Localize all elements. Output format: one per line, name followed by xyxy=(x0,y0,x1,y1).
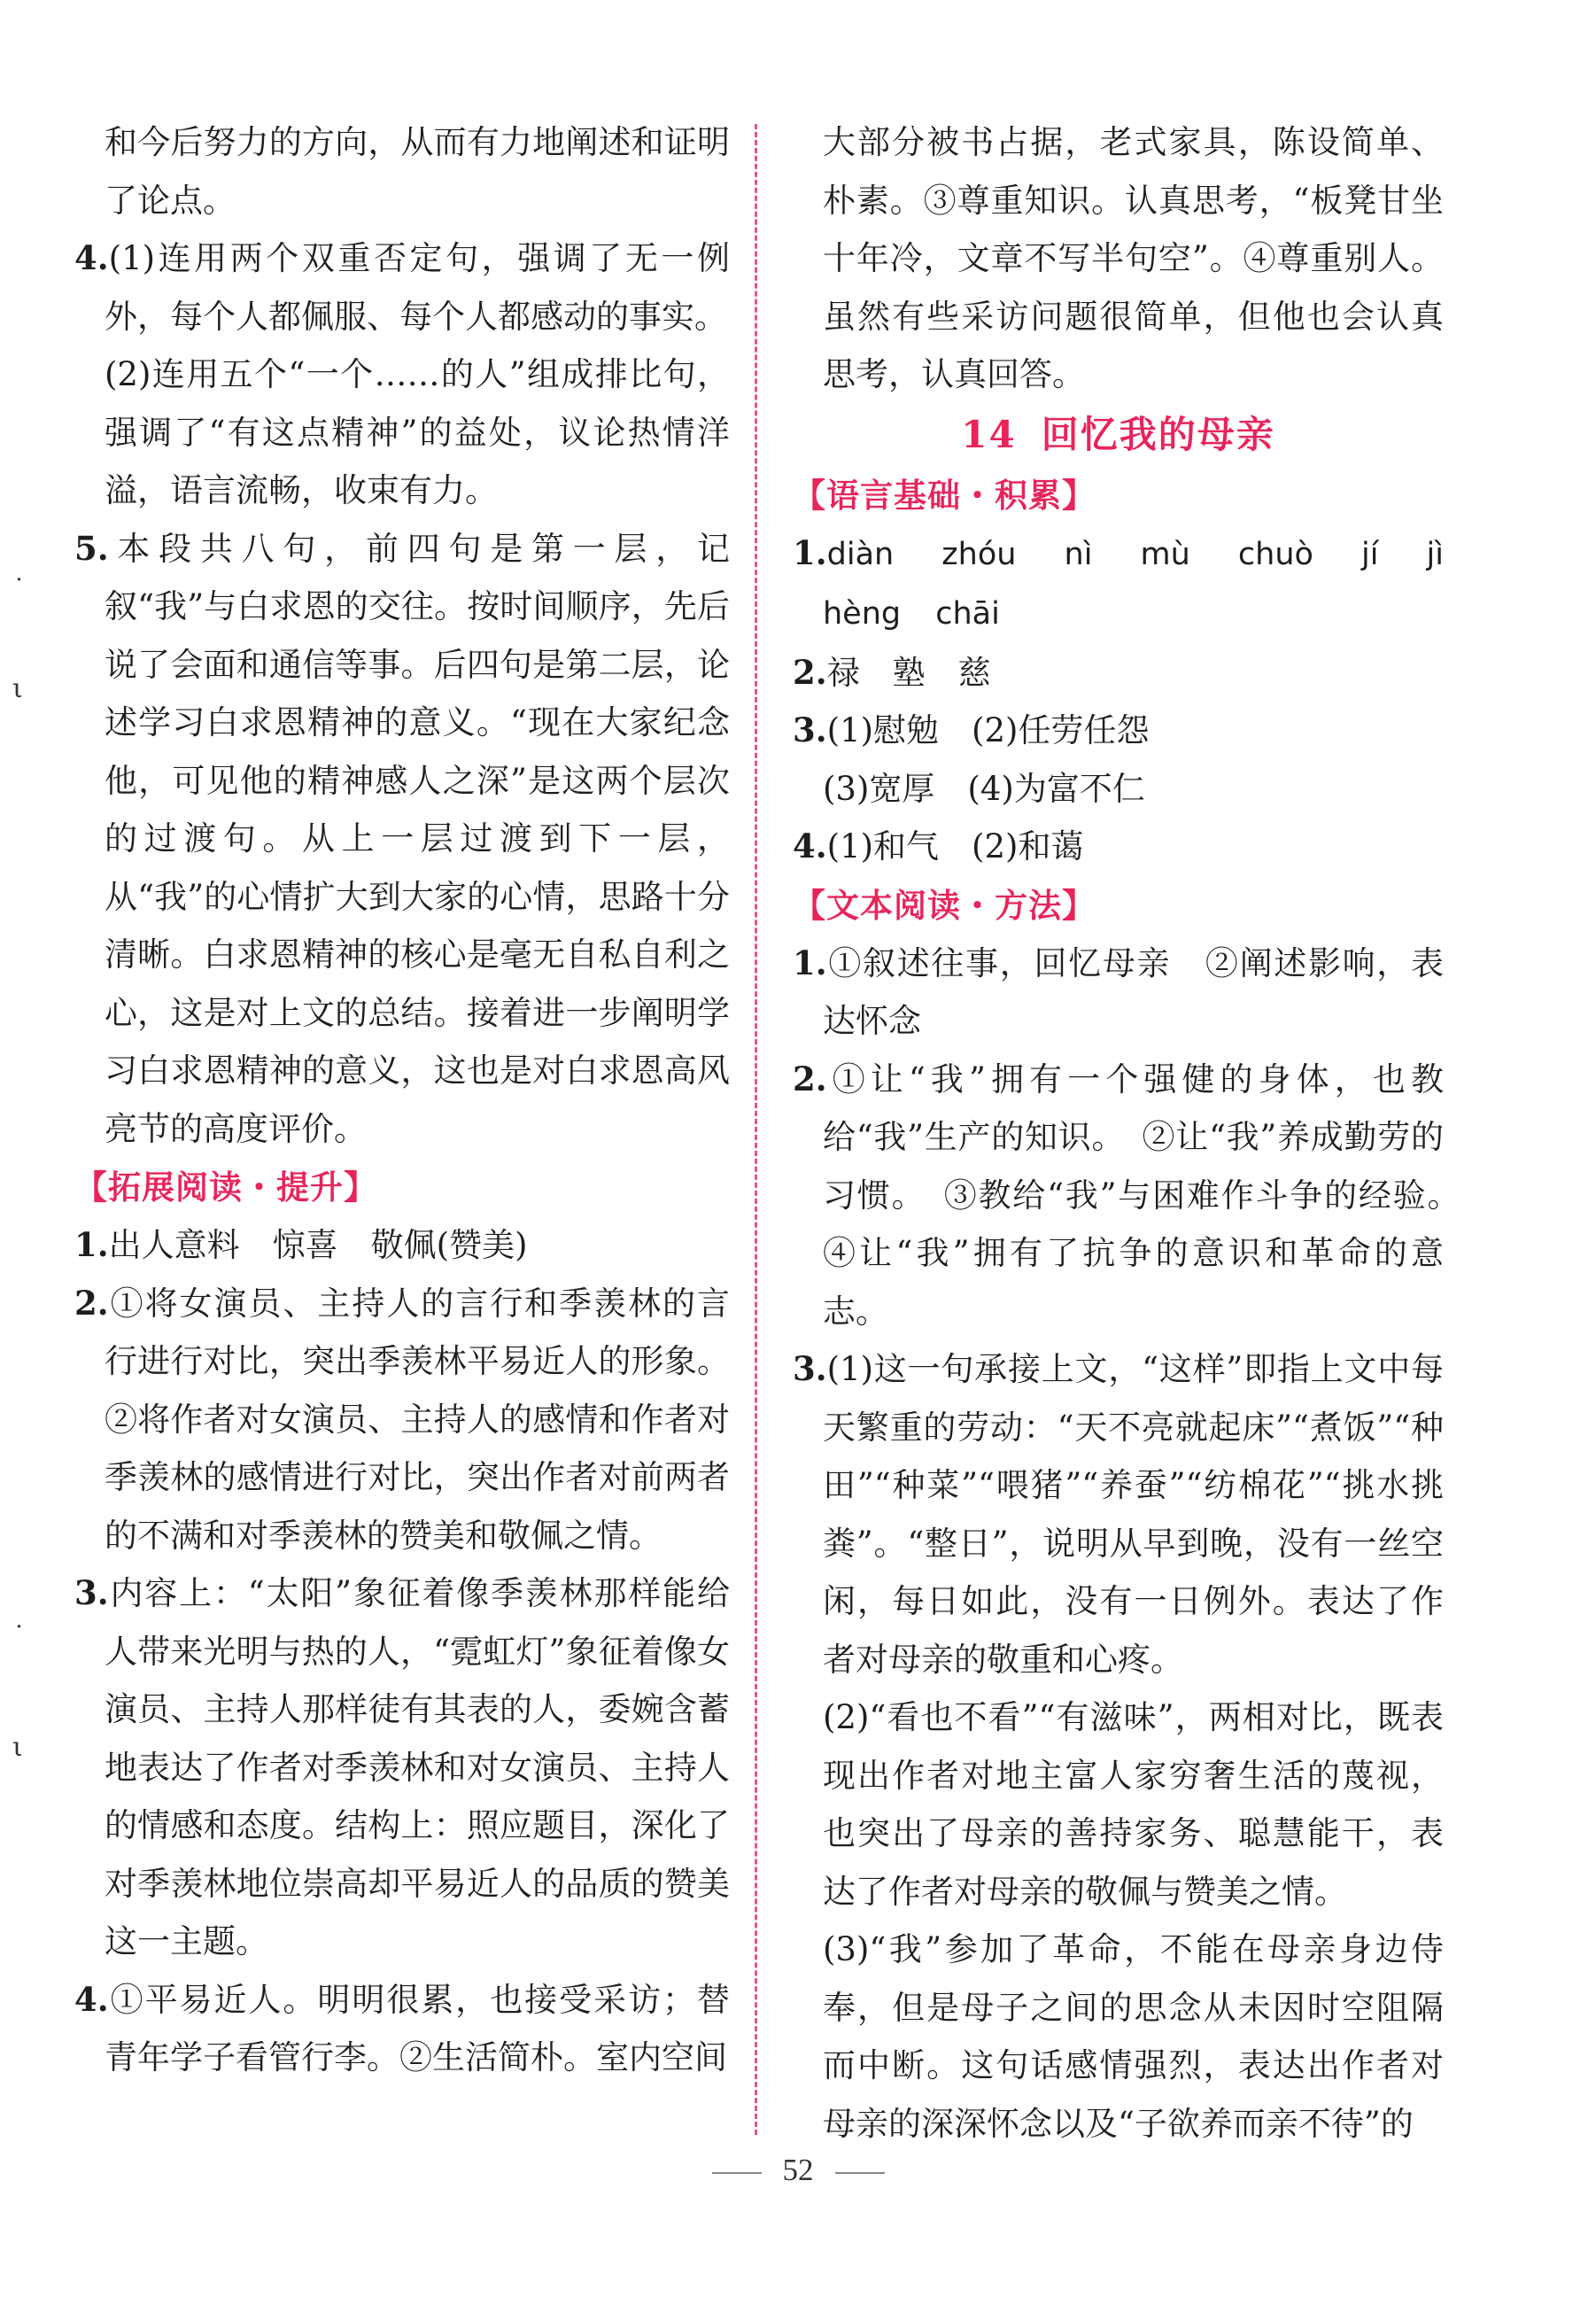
extended-item-3: 3.内容上：“太阳”象征着像季羡林那样能给人带来光明与热的人，“霓虹灯”象征着像女演员、主持人那样徒有其表的人，委婉含蓄地表达了作者对季羡林和对女演员、主持人的情感和态度。结构上：照应题目，深化了对季羡林地位崇高却平易近人的品质的赞美这一主题。 xyxy=(74,1573,730,1960)
reading-item-3-part-2: (2)“看也不看”“有滋味”，两相对比，既表现出作者对地主富人家穷奢生活的蔑视，也突出了母亲的善持家务、聪慧能干，表达了作者对母亲的敬佩与赞美之情。 xyxy=(823,1698,1444,1911)
extended-item-1: 1.出人意料 惊喜 敬佩(赞美) xyxy=(74,1225,528,1264)
chapter-title: 14 回忆我的母亲 xyxy=(961,412,1275,456)
margin-mark: ˙ xyxy=(12,1621,26,1652)
answer-paragraph: 和今后努力的方向，从而有力地阐述和证明了论点。 xyxy=(105,123,730,220)
answer-continuation: 大部分被书占据，老式家具，陈设简单、朴素。③尊重知识。认真思考，“板凳甘坐十年冷，文章不写半句空”。④尊重别人。虽然有些采访问题很简单，但他也会认真思考，认真回答。 xyxy=(823,123,1444,393)
footer-dash xyxy=(712,2172,762,2174)
column-divider xyxy=(755,124,757,2135)
section-heading-text-reading: 【文本阅读・方法】 xyxy=(793,885,1096,925)
extended-item-4: 4.①平易近人。明明很累，也接受采访；替青年学子看管行李。②生活简朴。室内空间 xyxy=(74,1979,730,2076)
margin-mark: ι xyxy=(12,1732,23,1763)
section-heading-language-basics: 【语言基础・积累】 xyxy=(793,475,1096,515)
language-item-1: 1.diàn zhóu nì mù chuò jí jì hèng chāi xyxy=(793,532,1444,632)
right-column xyxy=(793,113,1476,2153)
margin-mark: ι xyxy=(12,673,23,704)
footer-dash xyxy=(835,2172,885,2174)
section-heading-extended-reading: 【拓展阅读・提升】 xyxy=(74,1168,377,1207)
language-item-3-line-2: (3)宽厚 (4)为富不仁 xyxy=(823,769,1145,808)
reading-item-1: 1.①叙述往事，回忆母亲 ②阐述影响，表达怀念 xyxy=(793,943,1444,1040)
language-item-4: 4.(1)和气 (2)和蔼 xyxy=(793,827,1084,865)
language-item-2: 2.禄 塾 慈 xyxy=(793,652,991,692)
reading-item-3: 3.(1)这一句承接上文，“这样”即指上文中每天繁重的劳动：“天不亮就起床”“煮饭”“种田”“种菜”“喂猪”“养蚕”“纺棉花”“挑水挑粪”。“整日”，说明从早到晚，没有一丝空闲，每日如此，没有一日例外。表达了作者对母亲的敬重和心疼。 xyxy=(793,1349,1444,1679)
reading-item-3-part-3: (3)“我”参加了革命，不能在母亲身边侍奉，但是母子之间的思念从未因时空阻隔而中断。这句话感情强烈，表达出作者对母亲的深深怀念以及“子欲养而亲不待”的 xyxy=(823,1930,1444,2143)
reading-item-2: 2.①让“我”拥有一个强健的身体，也教给“我”生产的知识。 ②让“我”养成勤劳的习惯。 ③教给“我”与困难作斗争的经验。 ④让“我”拥有了抗争的意识和革命的意志。 xyxy=(793,1059,1476,1331)
extended-item-2: 2.①将女演员、主持人的言行和季羡林的言行进行对比，突出季羡林平易近人的形象。②将作者对女演员、主持人的感情和作者对季羡林的感情进行对比，突出作者对前两者的不满和对季羡林的赞美和敬佩之情。 xyxy=(74,1283,730,1555)
margin-mark: ˙ xyxy=(12,574,26,605)
page-number: 52 xyxy=(782,2153,814,2187)
language-item-3: 3.(1)慰勉 (2)任劳任怨 xyxy=(793,710,1150,749)
answer-item-5: 5.本段共八句，前四句是第一层，记叙“我”与白求恩的交往。按时间顺序，先后说了会面和通信等事。后四句是第二层，论述学习白求恩精神的意义。“现在大家纪念他，可见他的精神感人之深”是这两个层次的过渡句。从上一层过渡到下一层，从“我”的心情扩大到大家的心情，思路十分清晰。白求恩精神的核心是毫无自私自利之心，这是对上文的总结。接着进一步阐明学习白求恩精神的意义，这也是对白求恩高风亮节的高度评价。 xyxy=(74,528,730,1148)
answer-item-4: 4.(1)连用两个双重否定句，强调了无一例外，每个人都佩服、每个人都感动的事实。 xyxy=(74,238,730,336)
page-footer xyxy=(0,2153,1596,2188)
left-column xyxy=(74,113,730,2087)
answer-item-4-part-2: (2)连用五个“一个……的人”组成排比句，强调了“有这点精神”的益处，议论热情洋溢，语言流畅，收束有力。 xyxy=(105,355,730,509)
